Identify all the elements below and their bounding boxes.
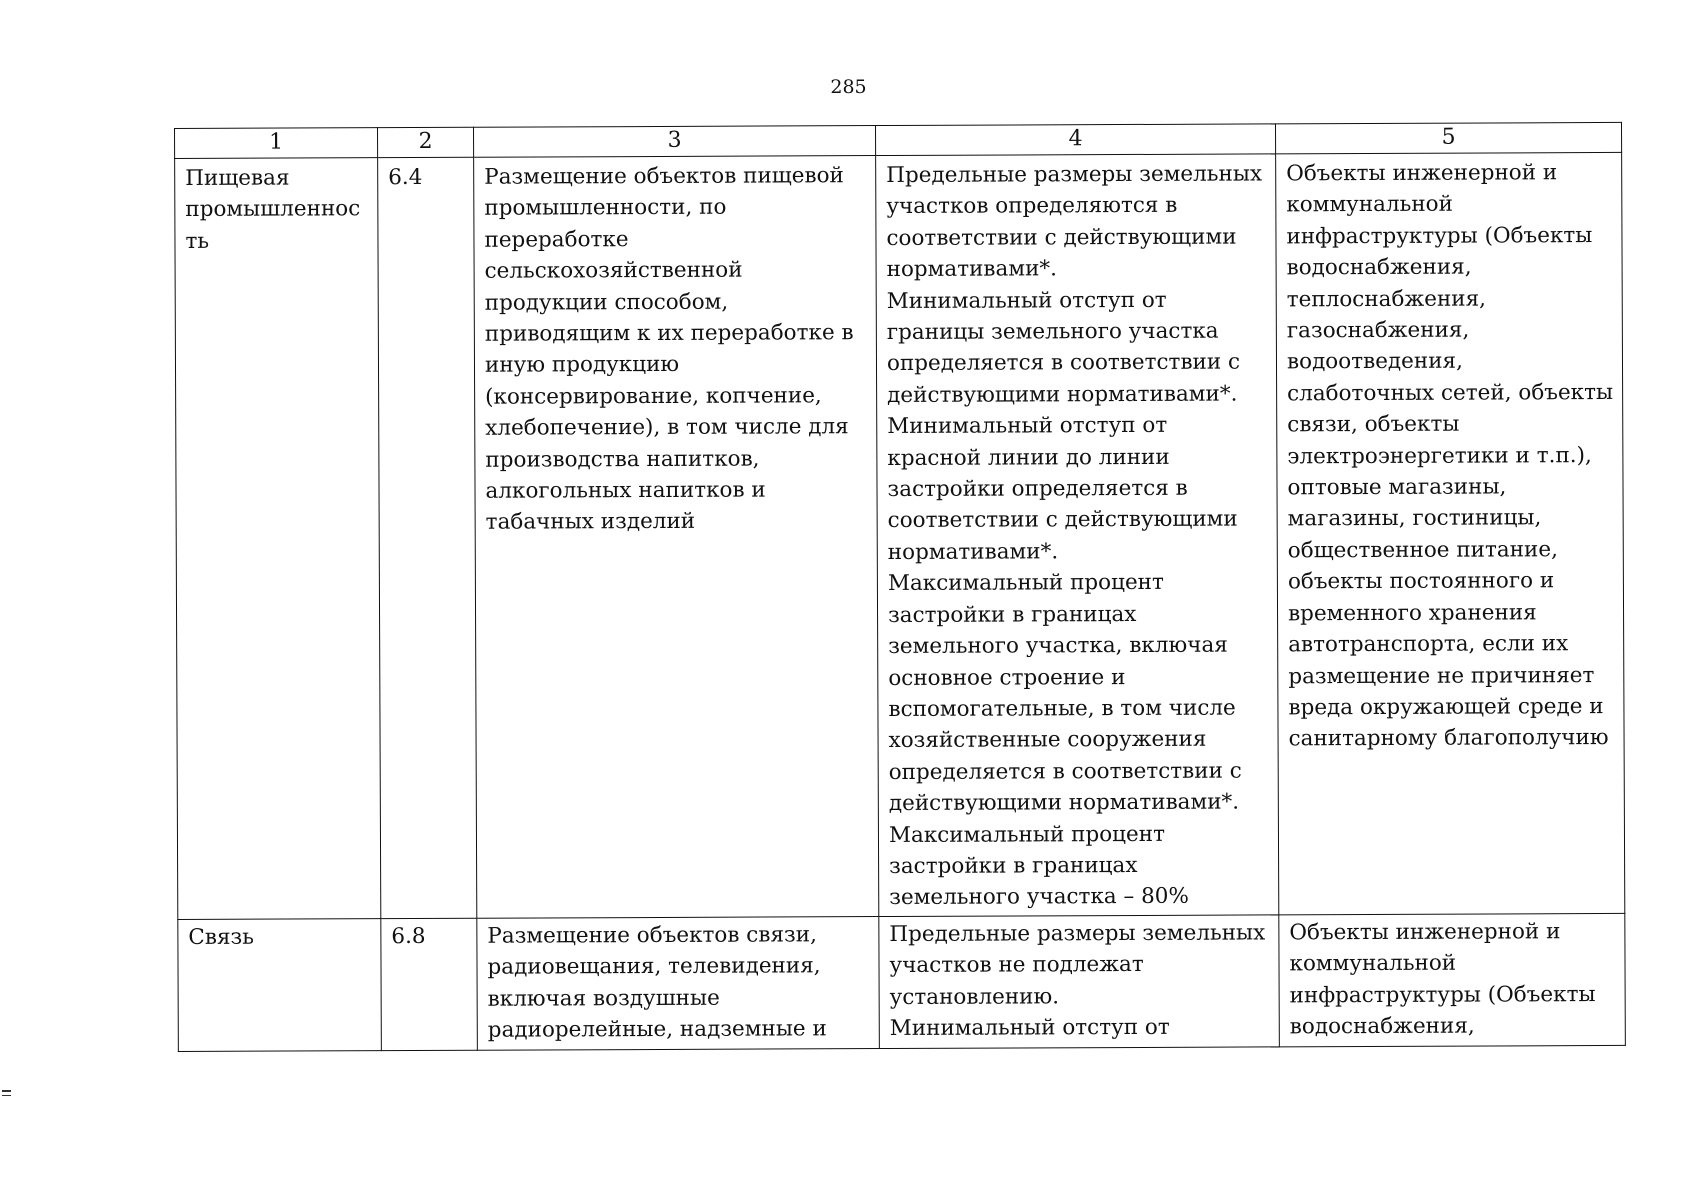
table-row-communications <box>178 913 1626 1051</box>
column-header-2: 2 <box>378 127 474 157</box>
auxiliary-uses-cell <box>1276 152 1625 914</box>
use-description-cell <box>477 917 880 1051</box>
scan-margin-mark <box>2 1090 11 1100</box>
column-header-4: 4 <box>875 124 1275 156</box>
page-number: 285 <box>830 76 867 98</box>
use-code-cell <box>378 157 477 918</box>
use-description: Размещение объектов связи, радиовещания, телевидения, включая воздушные радиорелейные, надземные и <box>487 922 827 1043</box>
zoning-table <box>174 122 1625 1051</box>
use-code-cell <box>381 918 478 1050</box>
use-code: 6.8 <box>391 923 426 950</box>
use-parameters-cell <box>876 154 1279 917</box>
auxiliary-uses: Объекты инженерной и коммунальной инфраструктуры (Объекты водоснабжения, <box>1289 919 1596 1040</box>
use-parameters-cell <box>879 915 1280 1049</box>
auxiliary-uses: Объекты инженерной и коммунальной инфраструктуры (Объекты водоснабжения, теплоснабжения, газоснабжения, водоотведения, слаботочных сетей, объекты связи, объекты электроэнергетики и т.п.), оптовые магазины, магазины, гостиницы, общественное питание, объекты постоянного и временного хранения автотранспорта, если их размещение не причиняет вреда окружающей среде и санитарному благополучию <box>1286 160 1614 752</box>
use-name-cell <box>178 919 382 1052</box>
use-name: Связь <box>188 924 255 950</box>
use-parameters: Предельные размеры земельных участков не подлежат установлению. Минимальный отступ от <box>889 920 1266 1042</box>
use-parameters: Предельные размеры земельных участков определяются в соответствии с действующими нормативами*. Минимальный отступ от границы земельного участка определяется в соответствии с действующими нормативами*. Минимальный отступ от красной линии до линии застройки определяется в соответствии с действующими нормативами*. Максимальный процент застройки в границах земельного участка, включая основное строение и вспомогательные, в том числе хозяйственные сооружения определяется в соответствии с действующими нормативами*. Максимальный процент застройки в границах земельного участка – 80% <box>886 161 1263 911</box>
column-header-5: 5 <box>1275 122 1621 153</box>
use-description: Размещение объектов пищевой промышленности, по переработке сельскохозяйственной продукции способом, приводящим к их переработке в иную продукцию (консервирование, копчение, хлебопечение), в том числе для производства напитков, алкогольных напитков и табачных изделий <box>484 163 854 536</box>
auxiliary-uses-cell <box>1279 913 1626 1046</box>
use-description-cell <box>474 156 879 919</box>
use-name-cell <box>175 158 381 920</box>
table-row-food-industry <box>175 152 1625 919</box>
column-header-1: 1 <box>175 128 378 159</box>
column-header-3: 3 <box>473 126 875 158</box>
use-name: Пищевая промышленнос ть <box>185 165 361 254</box>
use-code: 6.4 <box>388 164 423 191</box>
